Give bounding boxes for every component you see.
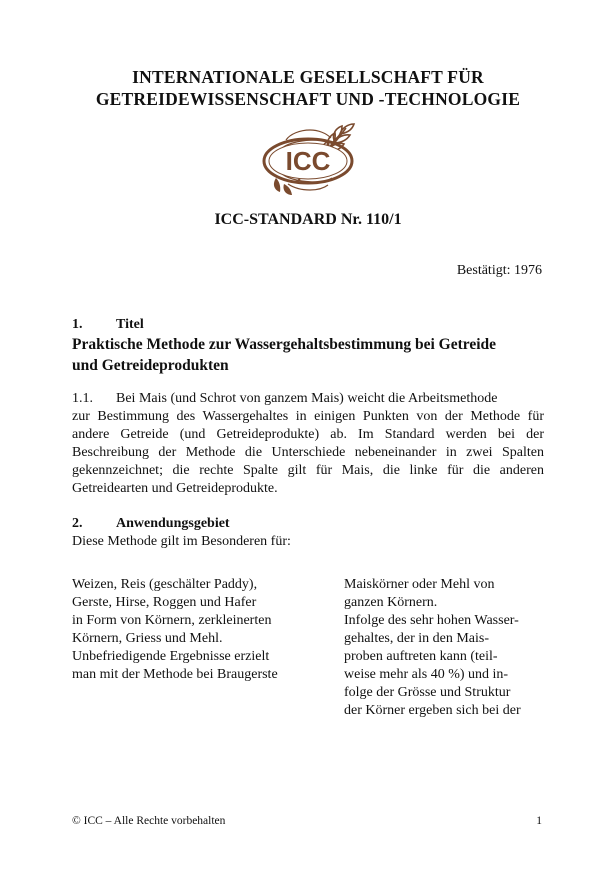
left-column-line: Körnern, Griess und Mehl. — [72, 631, 223, 646]
section-2-heading-text: Anwendungsgebiet — [116, 516, 230, 531]
paragraph-line-2: zur Bestimmung des Wassergehaltes in einigen Punkten von der Methode für — [72, 409, 544, 424]
left-column-line: Weizen, Reis (geschälter Paddy), — [72, 577, 258, 592]
section-1-heading — [72, 316, 544, 334]
paragraph-number: 1.1. — [72, 391, 93, 406]
right-column-line: weise mehr als 40 %) und in- — [344, 667, 509, 682]
paragraph-line-1-text: Bei Mais (und Schrot von ganzem Mais) weicht die Arbeitsmethode — [116, 391, 498, 406]
section-2-intro: Diese Methode gilt im Besonderen für: — [72, 534, 291, 549]
paragraph-line-6: Getreidearten und Getreideprodukte. — [72, 481, 278, 496]
right-column-line: proben auftreten kann (teil- — [344, 649, 498, 664]
paragraph-line-4: Beschreibung der Methode die Unterschiede nebeneinander in zwei Spalten — [72, 445, 544, 460]
right-column-line: Maiskörner oder Mehl von — [344, 577, 495, 592]
organization-title-line-1: INTERNATIONALE GESELLSCHAFT FÜR — [132, 67, 484, 87]
icc-logo — [256, 118, 360, 200]
paragraph-1-1 — [72, 390, 544, 498]
left-column-line: Gerste, Hirse, Roggen und Hafer — [72, 595, 257, 610]
right-column-line: folge der Grösse und Struktur — [344, 685, 511, 700]
section-2-number: 2. — [72, 516, 83, 531]
paragraph-line-3: andere Getreide (und Getreideprodukte) ab. Im Standard werden bei der — [72, 427, 544, 442]
right-column-line: Infolge des sehr hohen Wasser- — [344, 613, 519, 628]
footer-copyright: © ICC – Alle Rechte vorbehalten — [72, 815, 226, 827]
section-1-heading-text: Titel — [116, 317, 144, 332]
right-column-line: ganzen Körnern. — [344, 595, 438, 610]
logo-text: ICC — [285, 146, 331, 176]
method-title — [72, 334, 544, 376]
paragraph-line-1 — [72, 390, 544, 408]
organization-title-line-2: GETREIDEWISSENSCHAFT UND -TECHNOLOGIE — [95, 89, 521, 109]
standard-title: ICC-STANDARD Nr. 110/1 — [214, 211, 402, 228]
section-2-heading — [72, 515, 544, 533]
paragraph-line-5: gekennzeichnet; die rechte Spalte gilt für Mais, die linke für die anderen — [72, 463, 544, 478]
method-title-line-2: und Getreideprodukten — [72, 357, 229, 374]
right-column-line: gehaltes, der in den Mais- — [344, 631, 490, 646]
right-column — [344, 576, 554, 720]
left-column-line: in Form von Körnern, zerkleinerten — [72, 613, 272, 628]
section-2 — [72, 515, 544, 551]
section-1 — [72, 316, 544, 498]
left-column — [72, 576, 322, 684]
approval-date: Bestätigt: 1976 — [456, 263, 542, 278]
left-column-line: Unbefriedigende Ergebnisse erzielt — [72, 649, 270, 664]
right-column-line: der Körner ergeben sich bei der — [344, 703, 521, 718]
organization-title — [0, 66, 616, 110]
method-title-line-1: Praktische Methode zur Wassergehaltsbestimmung bei Getreide — [72, 336, 497, 353]
section-1-number: 1. — [72, 317, 83, 332]
footer-page-number: 1 — [536, 815, 542, 827]
left-column-line: man mit der Methode bei Braugerste — [72, 667, 278, 682]
